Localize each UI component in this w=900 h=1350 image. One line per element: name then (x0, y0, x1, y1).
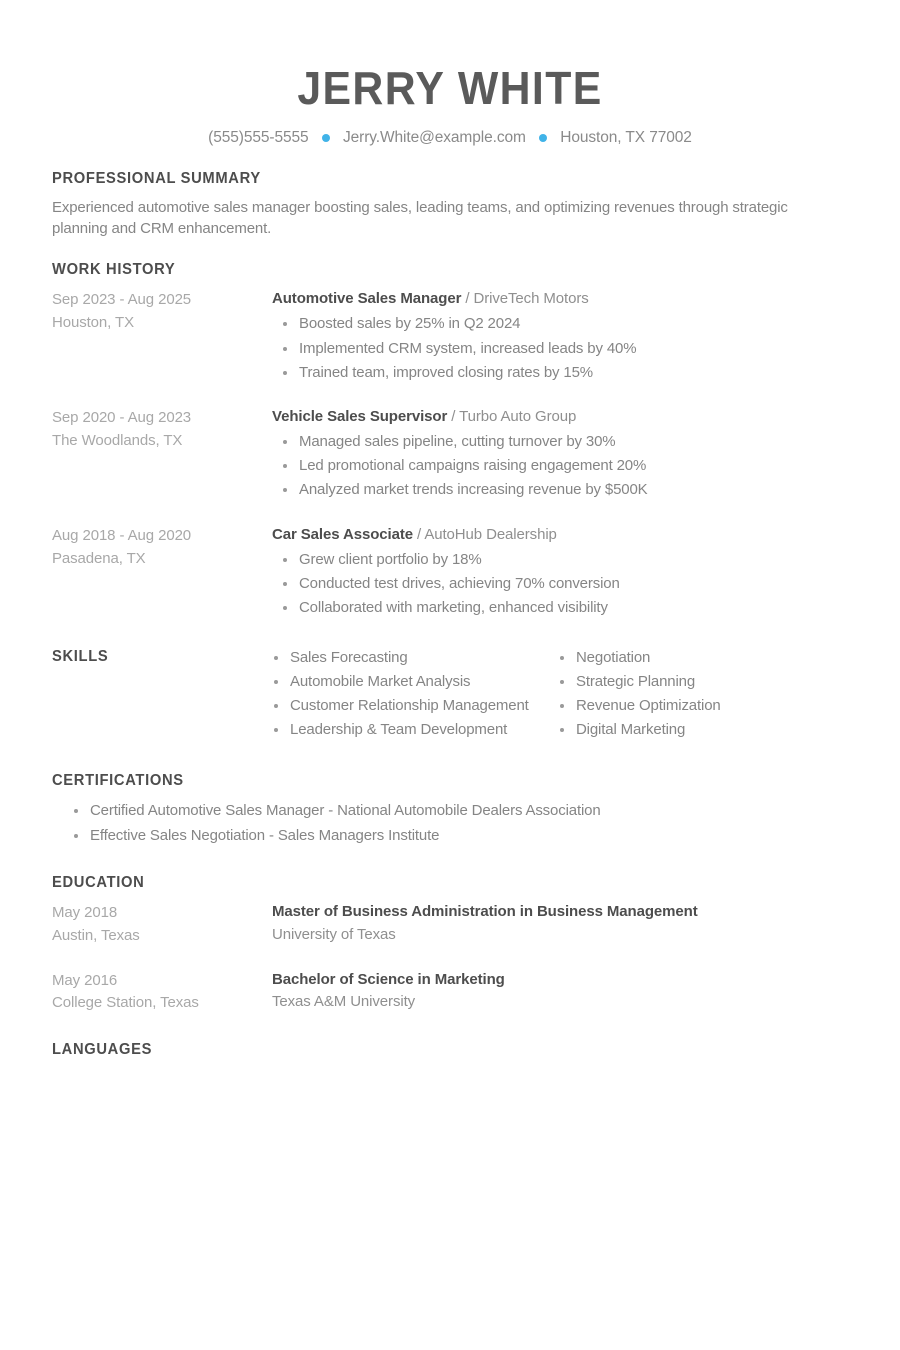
contact-email[interactable]: Jerry.White@example.com (342, 129, 526, 147)
section-certifications (52, 772, 848, 848)
skill-item: Sales Forecasting (290, 646, 558, 670)
work-entry-details (272, 288, 848, 385)
certification-item: Effective Sales Negotiation - Sales Managers Institute (90, 824, 848, 848)
education-degree: Bachelor of Science in Marketing (272, 970, 505, 988)
skill-item: Automobile Market Analysis (290, 670, 558, 694)
professional-summary-text: Experienced automotive sales manager boosting sales, leading teams, and optimizing revenues through strategic planning and CRM enhancement. (52, 198, 788, 238)
education-entry-details (272, 901, 848, 946)
work-entry-company: / Turbo Auto Group (447, 408, 577, 426)
section-heading-work-history: WORK HISTORY (52, 261, 176, 279)
work-history-entry (52, 524, 848, 621)
work-history-entry (52, 288, 848, 385)
work-entry-dates: Sep 2023 - Aug 2025 (52, 291, 192, 309)
work-entry-company: / AutoHub Dealership (412, 525, 557, 543)
certifications-list-wrap (52, 799, 848, 848)
section-heading-certifications: CERTIFICATIONS (52, 772, 184, 790)
work-entry-meta (52, 524, 272, 571)
section-languages (52, 1041, 848, 1059)
work-entry-details (272, 406, 848, 503)
work-entry-bullet: Collaborated with marketing, enhanced visibility (299, 596, 848, 620)
bullet-separator-icon (322, 134, 330, 142)
work-entry-company: / DriveTech Motors (461, 290, 589, 308)
education-degree: Master of Business Administration in Business Management (272, 903, 698, 920)
work-entry-title: Car Sales Associate (272, 525, 413, 543)
work-entry-bullet: Conducted test drives, achieving 70% conversion (299, 572, 848, 596)
skills-list (558, 646, 844, 742)
work-entry-meta (52, 406, 272, 453)
work-entry-bullets (272, 312, 848, 385)
section-heading-languages: LANGUAGES (52, 1041, 153, 1059)
skills-list (272, 646, 558, 742)
section-heading-professional-summary: PROFESSIONAL SUMMARY (52, 169, 261, 187)
skills-heading-cell (52, 646, 272, 666)
skill-item: Revenue Optimization (576, 694, 844, 718)
contact-phone[interactable]: (555)555-5555 (208, 129, 309, 147)
work-entry-title-line (272, 524, 848, 546)
work-entry-title: Automotive Sales Manager (272, 290, 462, 308)
section-work-history (52, 261, 848, 620)
work-entry-dates: Aug 2018 - Aug 2020 (52, 526, 192, 544)
work-entry-bullet: Managed sales pipeline, cutting turnover by 30% (299, 430, 848, 454)
skill-item: Customer Relationship Management (290, 694, 558, 718)
work-entry-title: Vehicle Sales Supervisor (272, 408, 448, 426)
skills-column-1 (272, 646, 558, 742)
work-entry-bullet: Grew client portfolio by 18% (299, 548, 848, 572)
work-entry-location: Houston, TX (52, 314, 135, 332)
work-entry-title-line (272, 406, 848, 428)
education-school: Texas A&M University (272, 993, 416, 1011)
work-entry-location: Pasadena, TX (52, 549, 146, 567)
certifications-list (52, 799, 848, 848)
certification-item: Certified Automotive Sales Manager - National Automobile Dealers Association (90, 799, 848, 823)
skills-column-2 (558, 646, 844, 742)
skill-item: Strategic Planning (576, 670, 844, 694)
work-entry-bullets (272, 548, 848, 621)
education-school: University of Texas (272, 925, 396, 943)
section-education (52, 874, 848, 1015)
education-entry-details (272, 969, 848, 1014)
work-entry-bullet: Implemented CRM system, increased leads by 40% (299, 337, 848, 361)
work-entry-bullet: Analyzed market trends increasing revenue by $500K (299, 478, 848, 502)
work-history-entry (52, 406, 848, 503)
skill-item: Leadership & Team Development (290, 718, 558, 742)
bullet-separator-icon (539, 134, 547, 142)
education-entry-location: College Station, Texas (52, 994, 199, 1012)
skill-item: Negotiation (576, 646, 844, 670)
education-entry-date: May 2016 (52, 971, 118, 989)
work-entry-dates: Sep 2020 - Aug 2023 (52, 409, 192, 427)
section-professional-summary (52, 170, 848, 240)
section-skills (52, 646, 848, 742)
education-entry (52, 969, 848, 1016)
skills-columns (272, 646, 848, 742)
work-entry-bullet: Trained team, improved closing rates by 15% (299, 361, 848, 385)
skill-item: Digital Marketing (576, 718, 844, 742)
education-entry (52, 901, 848, 948)
education-entry-location: Austin, Texas (52, 926, 140, 944)
work-entry-meta (52, 288, 272, 335)
education-entry-meta (52, 901, 272, 948)
section-heading-skills: SKILLS (52, 648, 109, 666)
work-entry-bullet: Led promotional campaigns raising engagement 20% (299, 454, 848, 478)
contact-location: Houston, TX 77002 (560, 129, 692, 147)
section-heading-education: EDUCATION (52, 874, 145, 891)
work-entry-details (272, 524, 848, 621)
education-entry-meta (52, 969, 272, 1016)
education-entry-date: May 2018 (52, 904, 118, 921)
work-entry-location: The Woodlands, TX (52, 431, 183, 449)
work-entry-bullets (272, 430, 848, 503)
candidate-name: JERRY WHITE (297, 62, 603, 114)
contact-line (52, 129, 848, 148)
work-entry-bullet: Boosted sales by 25% in Q2 2024 (299, 312, 848, 336)
work-entry-title-line (272, 288, 848, 310)
resume-header (52, 0, 848, 148)
